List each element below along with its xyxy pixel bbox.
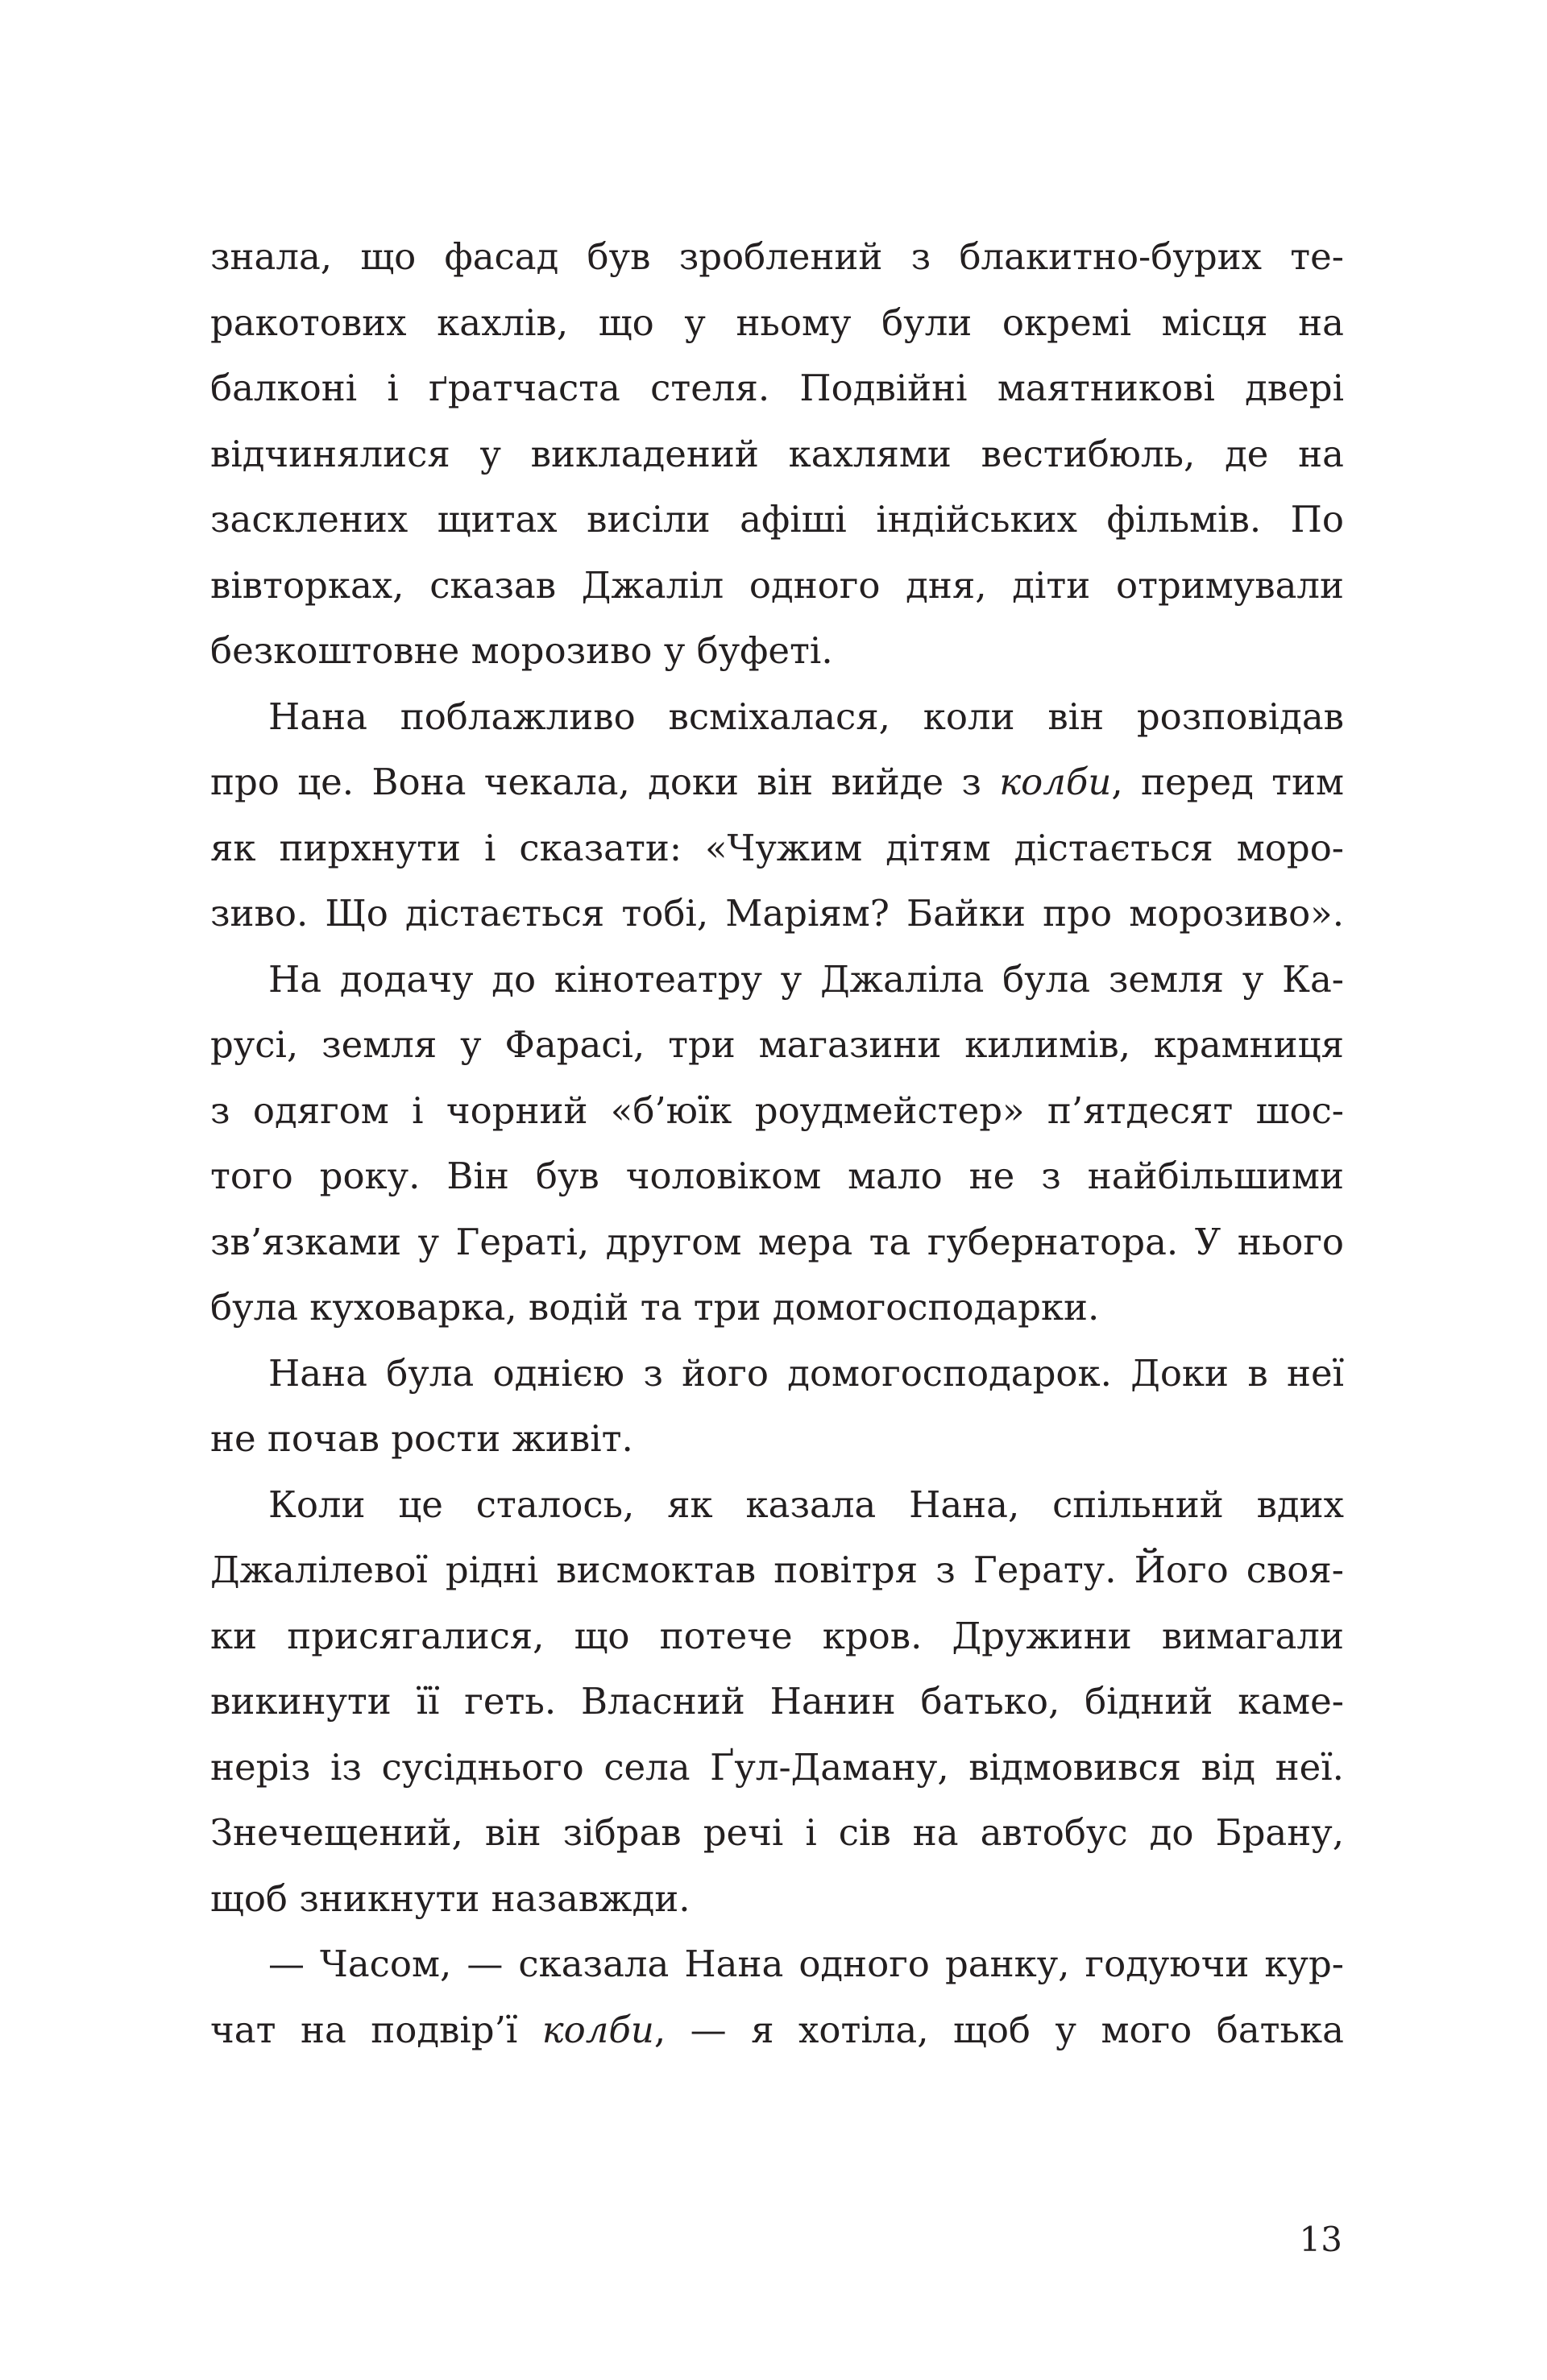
text-line [210,1669,1344,1735]
text-segment: , — я хотіла, щоб у мого батька [653,2008,1344,2051]
text-segment: засклених щитах висіли афіші індійських фільмів. По [210,498,1344,541]
text-segment: — Часом, — сказала Нана одного ранку, годуючи кур- [268,1943,1344,1985]
text-segment: русі, земля у Фарасі, три магазини килимів, крамниця [210,1023,1344,1066]
text-line [210,947,1344,1013]
text-segment: балконі і ґратчаста стеля. Подвійні маятникові двері [210,367,1344,409]
text-segment: ракотових кахлів, що у ньому були окремі місця на [210,301,1344,344]
text-segment: викинути її геть. Власний Нанин батько, бідний каме- [210,1680,1344,1723]
text-line [210,355,1344,421]
text-segment: про це. Вона чекала, доки він вийде з [210,761,1000,803]
text-line [210,1735,1344,1801]
text-segment: відчинялися у викладений кахлями вестибюль, де на [210,432,1344,475]
text-segment: щоб зникнути назавжди. [210,1876,691,1920]
text-line [210,1997,1344,2063]
text-segment: , перед тим [1111,761,1344,803]
text-segment: На додачу до кінотеатру у Джаліла була земля у Ка- [268,957,1344,1001]
text-segment: Знечещений, він зібрав речі і сів на автобус до Брану, [210,1811,1344,1854]
text-segment: чат на подвір’ї [210,2008,542,2051]
text-line [210,487,1344,553]
text-line [210,1537,1344,1603]
text-line [210,1209,1344,1275]
text-segment: знала, що фасад був зроблений з блакитно-бурих те- [210,235,1344,278]
text-segment: з одягом і чорний «б’юїк роудмейстер» п’ятдесят шос- [210,1088,1344,1132]
text-segment: безкоштовне морозиво у буфеті. [210,629,833,672]
text-line [210,1341,1344,1407]
text-line [210,1275,1344,1341]
text-segment: зиво. Що дістається тобі, Маріям? Байки про морозиво». [210,892,1344,935]
text-line [210,1012,1344,1078]
text-segment: як пирхнути і сказати: «Чужим дітям дістається моро- [210,826,1344,869]
text-line [210,749,1344,815]
text-line [210,553,1344,619]
text-line [210,618,1344,684]
text-segment: того року. Він був чоловіком мало не з найбільшими [210,1155,1344,1197]
body-text [210,224,1344,2063]
text-line [210,1472,1344,1538]
text-line [210,1406,1344,1472]
italic-text: колби [541,2008,654,2051]
text-segment: неріз із сусіднього села Ґул-Даману, відмовився від неї. [210,1745,1344,1789]
text-segment: Нана поблажливо всміхалася, коли він розповідав [268,695,1344,738]
text-line [210,1800,1344,1866]
page-number: 13 [1299,2220,1342,2259]
text-segment: вівторках, сказав Джаліл одного дня, діти отримували [210,563,1344,607]
text-line [210,881,1344,947]
text-line [210,815,1344,881]
text-segment: Нана була однією з його домогосподарок. Доки в неї [268,1351,1344,1395]
text-line [210,290,1344,356]
text-segment: не почав рости живіт. [210,1417,633,1460]
text-line [210,1603,1344,1669]
text-segment: зв’язками у Гераті, другом мера та губернатора. У нього [210,1220,1344,1263]
text-line [210,1143,1344,1209]
text-segment: ки присягалися, що потече кров. Дружини вимагали [210,1614,1344,1657]
text-line [210,224,1344,290]
text-line [210,1931,1344,1997]
text-segment: Джалілевої рідні висмоктав повітря з Герату. Його своя- [210,1549,1344,1591]
text-segment: Коли це сталось, як казала Нана, спільний вдих [268,1482,1344,1526]
text-line [210,1866,1344,1932]
text-line [210,684,1344,750]
text-line [210,1078,1344,1144]
italic-text: колби [999,761,1112,803]
text-segment: була куховарка, водій та три домогосподарки. [210,1286,1100,1329]
text-line [210,421,1344,487]
